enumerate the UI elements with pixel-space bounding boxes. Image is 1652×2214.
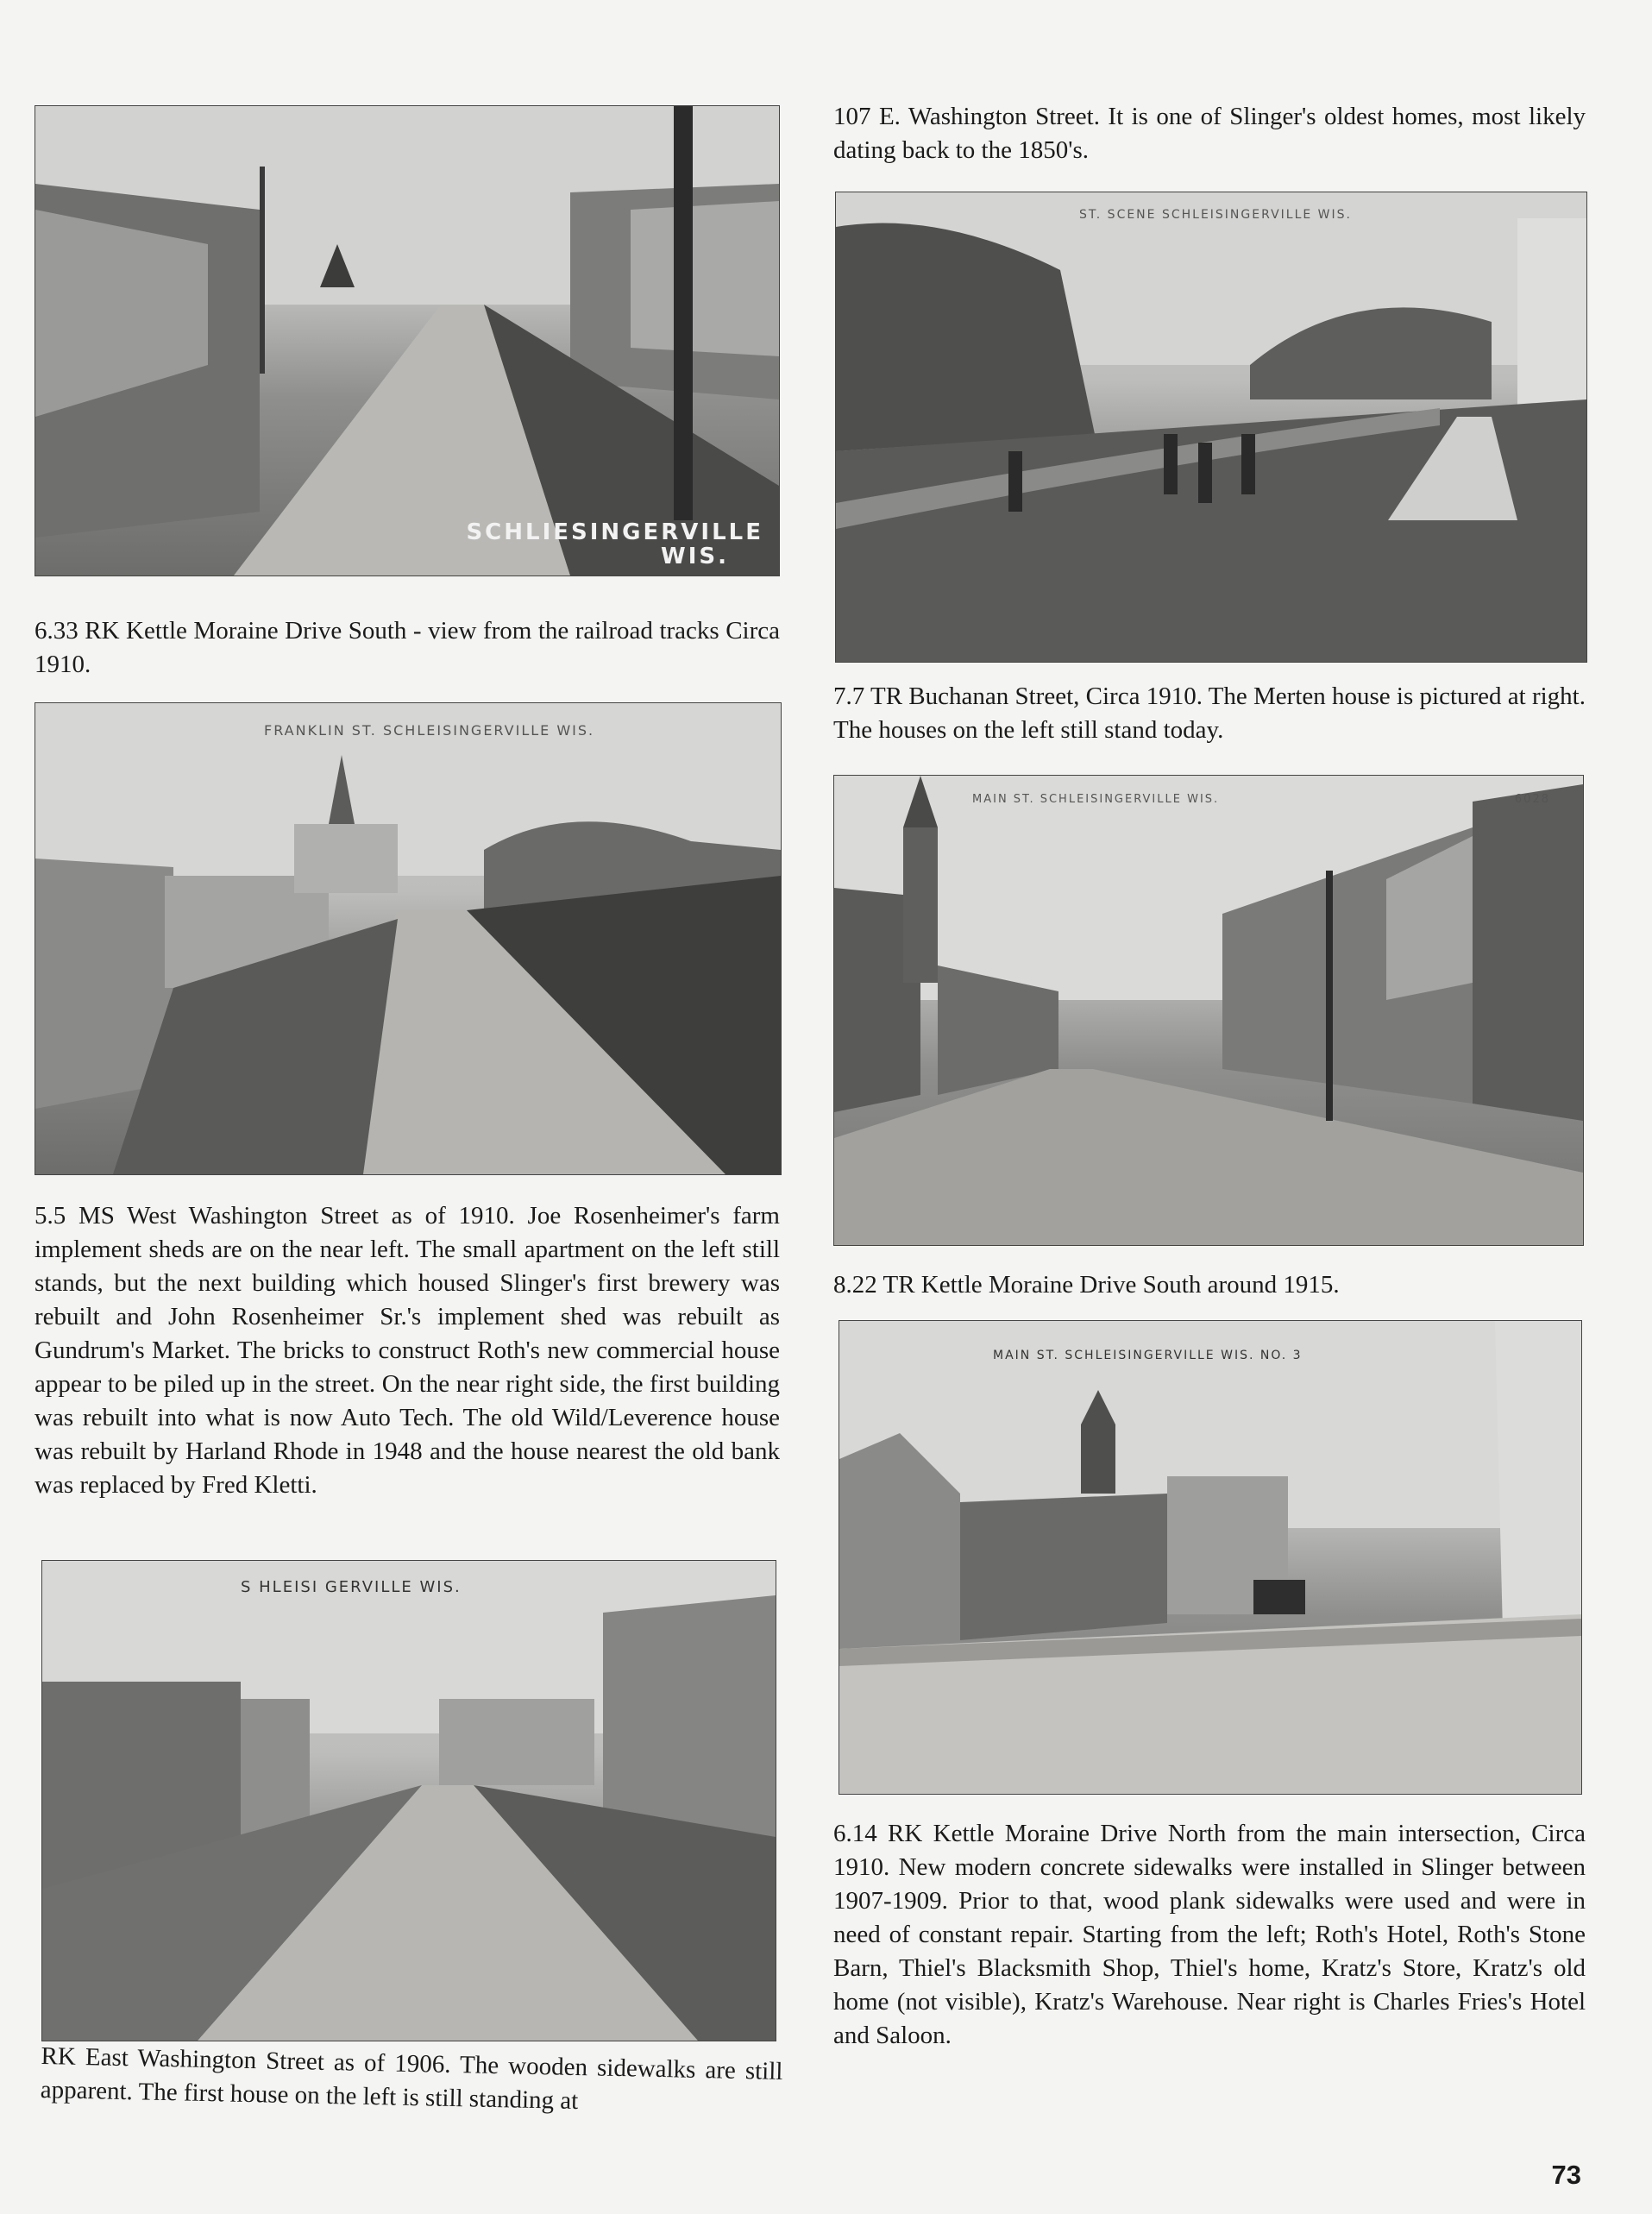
caption-6-14: 6.14 RK Kettle Moraine Drive North from the main intersection, Circa 1910. New modern concrete sidewalks were installed in Slinger between 1907-1909. Prior to that, wood plank sidewalks were used and were in need of constant repair. Starting from the left; Roth's Hotel, Roth's Stone Barn, Thiel's Blacksmith Shop, Thiel's home, Kratz's Store, Kratz's old home (not visible), Kratz's Warehouse. Near right is Charles Fries's Hotel and Saloon.	[833, 1820, 1586, 2049]
photo-kettle-moraine-south-railroad	[35, 105, 780, 576]
photo-inscription: FRANKLIN ST. SCHLEISINGERVILLE WIS.	[264, 722, 595, 739]
caption-107-e-washington: 107 E. Washington Street. It is one of Slinger's oldest homes, most likely dating back to the 1850's.	[833, 103, 1586, 164]
caption-7-7: 7.7 TR Buchanan Street, Circa 1910. The Merten house is pictured at right. The houses on the left still stand today.	[833, 682, 1586, 744]
photo-inscription: MAIN ST. SCHLEISINGERVILLE WIS.	[972, 793, 1220, 806]
photo-east-washington-street	[41, 1560, 776, 2041]
caption-east-washington: RK East Washington Street as of 1906. The wooden sidewalks are still apparent. The first house on the left is still standing at	[40, 2041, 783, 2116]
caption-8-22: 8.22 TR Kettle Moraine Drive South around 1915.	[833, 1271, 1340, 1299]
photo-number: 6028	[1514, 793, 1550, 806]
photo-inscription-line2: WIS.	[661, 544, 729, 569]
photo-kettle-moraine-south-1915	[833, 775, 1584, 1246]
photo-inscription: S HLEISI GERVILLE WIS.	[241, 1578, 462, 1596]
photo-inscription-line1: SCHLIESINGERVILLE	[466, 519, 763, 545]
photo-inscription: ST. SCENE SCHLEISINGERVILLE WIS.	[1079, 208, 1352, 222]
photo-west-washington-street	[35, 702, 782, 1175]
photo-inscription	[466, 520, 763, 569]
page-number: 73	[1551, 2160, 1581, 2190]
caption-5-5: 5.5 MS West Washington Street as of 1910. Joe Rosenheimer's farm implement sheds are on the near left. The small apartment on the left still stands, but the next building which housed Slinger's first brewery was rebuilt and John Rosenheimer Sr.'s implement shed was rebuilt as Gundrum's Market. The bricks to construct Roth's new commercial house appear to be piled up in the street. On the near right side, the first building was rebuilt into what is now Auto Tech. The old Wild/Leverence house was rebuilt by Harland Rhode in 1948 and the house nearest the old bank was replaced by Fred Kletti.	[35, 1202, 780, 1499]
caption-6-33: 6.33 RK Kettle Moraine Drive South - view from the railroad tracks Circa 1910.	[35, 617, 780, 678]
photo-inscription: MAIN ST. SCHLEISINGERVILLE WIS. NO. 3	[993, 1349, 1303, 1362]
photo-kettle-moraine-north	[839, 1320, 1582, 1795]
photo-buchanan-street	[835, 192, 1587, 663]
